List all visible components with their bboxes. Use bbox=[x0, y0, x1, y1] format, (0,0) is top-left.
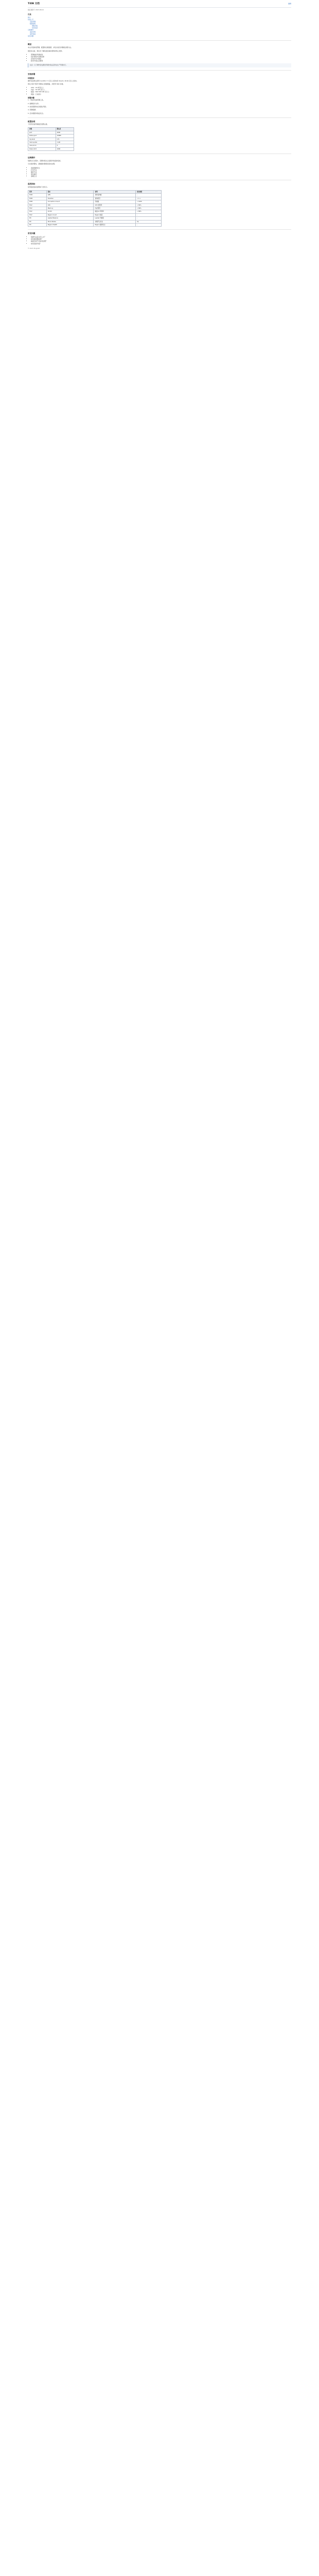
toc-item[interactable]: 配置说明 bbox=[30, 23, 36, 25]
table-cell: < 1000 bbox=[136, 200, 162, 204]
table-of-contents bbox=[28, 16, 291, 37]
step-item: 1. 下载并安装部署工具。 bbox=[28, 99, 45, 101]
list-item: • 网络：万兆网卡 bbox=[31, 93, 291, 95]
table-cell: 4000 bbox=[56, 131, 74, 134]
list-item: • 缩容节点 bbox=[31, 171, 291, 173]
table-header: 参数 bbox=[28, 128, 56, 131]
page-footer: © 2023 PingCAP bbox=[28, 247, 40, 249]
table-cell: 每秒查询数 bbox=[94, 194, 136, 197]
table-header: 建议阈值 bbox=[136, 190, 162, 193]
config-table bbox=[28, 127, 74, 151]
table-cell: TiDB bbox=[28, 197, 47, 200]
table-cell: Store Status bbox=[46, 220, 94, 223]
table-cell: max-procs bbox=[28, 144, 56, 147]
section-metrics bbox=[28, 183, 291, 227]
table-cell: 1000 bbox=[56, 147, 74, 150]
table-cell: < 80% bbox=[136, 207, 162, 210]
table-cell: Region Count bbox=[46, 213, 94, 216]
list-item: • 磁盘：SSD 500 GB 及以上 bbox=[31, 91, 291, 93]
faq-link[interactable]: • 磁盘空间不足如何处理？ bbox=[31, 240, 291, 242]
paragraph: 操作系统建议使用 CentOS 7.3 及以上版本或 Ubuntu 18.04 及以上版本。 bbox=[28, 79, 78, 82]
table-row bbox=[28, 223, 162, 226]
step-item: 2. 编辑拓扑文件。 bbox=[28, 102, 40, 105]
paragraph: 集群运行过程中，需要持续关注各组件的监控指标。 bbox=[28, 160, 62, 162]
table-cell: - bbox=[136, 194, 162, 197]
section-heading: 配置说明 bbox=[28, 120, 36, 123]
table-header: 指标 bbox=[46, 190, 94, 193]
section-heading: 运维操作 bbox=[28, 157, 36, 159]
table-cell: 连接数 bbox=[94, 200, 136, 204]
toc-title: 目录 bbox=[28, 13, 31, 15]
table-cell: port bbox=[28, 131, 56, 134]
paragraph: 本文介绍如何部署、配置和运维集群，并给出常见问题的处理方法。 bbox=[28, 46, 73, 49]
list-item: • 滚动重启 bbox=[31, 173, 291, 175]
toc-item[interactable]: 系统变量 bbox=[32, 27, 38, 29]
table-cell: 10080 bbox=[56, 134, 74, 138]
table-header: 组件 bbox=[28, 190, 47, 193]
table-cell: Region 健康状态 bbox=[94, 223, 136, 226]
table-cell: PD bbox=[28, 217, 47, 220]
paragraph: 下表列出常用参数及其默认值。 bbox=[28, 123, 49, 126]
metrics-table bbox=[28, 190, 162, 227]
bullet-list bbox=[28, 87, 291, 95]
step-item: 5. 启动集群并验证状态。 bbox=[28, 112, 45, 114]
toc-item[interactable]: 快速上手 bbox=[28, 19, 34, 21]
divider bbox=[28, 70, 291, 71]
toc-item[interactable]: 监控告警 bbox=[30, 31, 36, 33]
edit-link[interactable]: 编辑 bbox=[288, 2, 291, 5]
table-cell: QPS bbox=[46, 194, 94, 197]
paragraph: 建议为每个组件分配独立的数据盘，并使用 SSD 存储。 bbox=[28, 82, 65, 85]
section-faq bbox=[28, 232, 291, 244]
page-title: TiDB 文档 bbox=[28, 3, 40, 6]
table-cell: CPU 使用率 bbox=[94, 204, 136, 207]
table-cell: TiDB bbox=[28, 194, 47, 197]
table-cell: Memory bbox=[46, 207, 94, 210]
table-cell: Region 数量 bbox=[94, 213, 136, 216]
list-item: • 扩容节点 bbox=[31, 169, 291, 171]
table-cell: - bbox=[136, 223, 162, 226]
table-cell: 1 GB bbox=[56, 141, 74, 144]
section-ops bbox=[28, 157, 291, 177]
table-cell: Duration bbox=[46, 197, 94, 200]
list-item: • 部署前的环境检查 bbox=[31, 54, 291, 56]
toc-item[interactable]: 运维操作 bbox=[28, 29, 34, 31]
section-heading: 概述 bbox=[28, 43, 32, 46]
table-cell: 0 bbox=[56, 144, 74, 147]
table-cell: 内存使用 bbox=[94, 207, 136, 210]
table-cell: Up bbox=[136, 220, 162, 223]
table-cell: < 1 s bbox=[136, 197, 162, 200]
paragraph: 阅读本文前，建议先了解系统的基本架构和核心组件。 bbox=[28, 49, 64, 52]
list-item: • 在线扩容与缩容 bbox=[31, 58, 291, 60]
divider bbox=[28, 40, 291, 41]
table-cell: TiKV bbox=[28, 204, 47, 207]
table-cell: log.level bbox=[28, 138, 56, 141]
table-cell: 查询延迟 bbox=[94, 197, 136, 200]
table-cell: Leader Balance bbox=[46, 217, 94, 220]
table-cell: CPU bbox=[46, 204, 94, 207]
section-heading: 常见问题 bbox=[28, 232, 36, 235]
table-cell: token-limit bbox=[28, 147, 56, 150]
section-install bbox=[28, 73, 291, 115]
faq-link[interactable]: • 集群无法启动怎么办？ bbox=[31, 236, 291, 238]
table-cell: - bbox=[136, 213, 162, 216]
list-item: • 查看集群状态 bbox=[31, 167, 291, 169]
toc-item[interactable]: 常见问题 bbox=[28, 35, 34, 38]
toc-item[interactable]: 安装部署 bbox=[30, 21, 36, 23]
faq-link[interactable]: • 如何排查慢查询？ bbox=[31, 238, 291, 240]
bullet-list bbox=[28, 54, 291, 62]
step-item: 3. 检查集群存在的潜在风险。 bbox=[28, 106, 48, 108]
table-cell: TiKV bbox=[28, 210, 47, 213]
section-heading: 监控指标 bbox=[28, 183, 36, 185]
faq-link[interactable]: • 如何回滚升级？ bbox=[31, 243, 291, 245]
table-cell: Connection Count bbox=[46, 200, 94, 204]
divider bbox=[28, 229, 291, 230]
table-header: 默认值 bbox=[56, 128, 74, 131]
table-cell: TiKV bbox=[28, 213, 47, 216]
list-item: • CPU：16 核及以上 bbox=[31, 87, 291, 89]
table-cell: PD bbox=[28, 223, 47, 226]
table-cell: - bbox=[136, 217, 162, 220]
table-header: 说明 bbox=[94, 190, 136, 193]
table-cell: Region Health bbox=[46, 223, 94, 226]
table-cell: info bbox=[56, 138, 74, 141]
toc-item[interactable]: 简介 bbox=[28, 16, 31, 19]
divider bbox=[28, 117, 291, 118]
paragraph: 当出现告警时，请根据告警级别及时处理。 bbox=[28, 163, 56, 165]
list-item: • 拓扑规划与资源估算 bbox=[31, 56, 291, 58]
list-item: • 清理日志 bbox=[31, 175, 291, 177]
subsection-heading: 部署步骤 bbox=[28, 96, 34, 99]
table-cell: TiDB bbox=[28, 200, 47, 204]
section-overview bbox=[28, 43, 291, 67]
table-cell: Leader 均衡度 bbox=[94, 217, 136, 220]
section-heading: 安装部署 bbox=[28, 73, 36, 75]
top-bar bbox=[28, 0, 291, 8]
toc-item[interactable]: 参数列表 bbox=[32, 25, 38, 27]
last-updated: 最后更新于 2023-08-01 bbox=[28, 9, 44, 11]
subsection-heading: 环境要求 bbox=[28, 77, 34, 79]
table-cell: 磁盘 IO 利用率 bbox=[94, 210, 136, 213]
table-cell: mem-quota bbox=[28, 141, 56, 144]
note-box: 注意：以下操作需在测试环境中验证后再在生产环境执行。 bbox=[28, 63, 291, 67]
table-cell: < 80% bbox=[136, 204, 162, 207]
table-row bbox=[28, 147, 74, 150]
table-cell: PD bbox=[28, 220, 47, 223]
list-item: • 版本升级注意事项 bbox=[31, 60, 291, 62]
toc-item[interactable]: 备份恢复 bbox=[30, 33, 36, 36]
table-cell: TiKV bbox=[28, 207, 47, 210]
bullet-list bbox=[28, 167, 291, 177]
list-item: • 内存：32 GB 及以上 bbox=[31, 89, 291, 91]
table-cell: < 80% bbox=[136, 210, 162, 213]
table-cell: status-port bbox=[28, 134, 56, 138]
paragraph: 常用监控指标说明如下表所示。 bbox=[28, 186, 49, 188]
step-item: 4. 部署集群。 bbox=[28, 109, 38, 111]
table-cell: IO Util bbox=[46, 210, 94, 213]
section-config bbox=[28, 121, 291, 151]
table-cell: 存储节点状态 bbox=[94, 220, 136, 223]
faq-list bbox=[28, 236, 291, 244]
